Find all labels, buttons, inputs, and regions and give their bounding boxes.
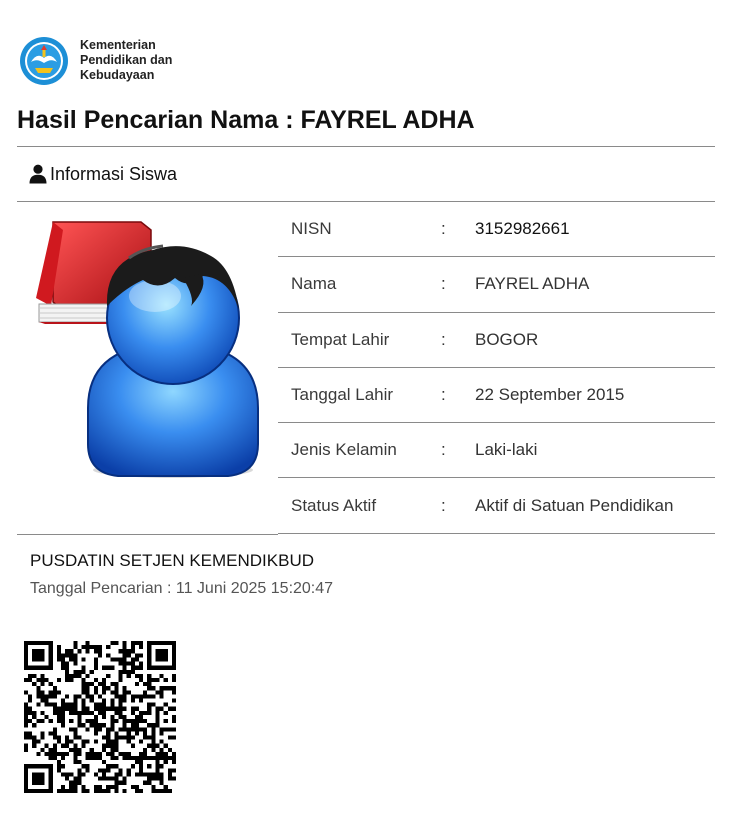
info-separator: : [441,385,446,405]
divider [17,534,278,535]
info-value: Laki-laki [475,440,538,460]
student-avatar-with-book-icon [33,218,263,482]
ministry-name [80,38,220,83]
info-row-nisn [278,202,715,257]
ministry-name-line-3: Kebudayaan [80,68,155,82]
search-timestamp: Tanggal Pencarian : 11 Juni 2025 15:20:47 [30,580,334,597]
info-value: BOGOR [475,329,539,349]
qr-code-icon [24,641,176,793]
divider [17,146,715,147]
info-separator: : [441,219,446,239]
info-label: Tempat Lahir [291,329,390,349]
page-title: Hasil Pencarian Nama : FAYREL ADHA [17,106,475,134]
info-label: Tanggal Lahir [291,385,394,405]
info-row-nama [278,257,715,312]
info-separator: : [441,329,446,349]
info-row-status-aktif [278,478,715,533]
info-label: Jenis Kelamin [291,440,397,460]
info-row-jenis-kelamin [278,423,715,478]
info-separator: : [441,495,446,515]
tut-wuri-handayani-logo-icon [19,36,69,86]
section-header [29,162,177,186]
student-info-table [278,202,715,534]
info-separator: : [441,274,446,294]
info-row-tempat-lahir [278,313,715,368]
info-value: Aktif di Satuan Pendidikan [475,495,674,515]
info-label: Status Aktif [291,495,377,515]
ministry-name-line-1: Kementerian [80,38,156,52]
info-separator: : [441,440,446,460]
user-icon [29,164,47,184]
section-title: Informasi Siswa [50,163,178,184]
info-value: 3152982661 [475,219,570,239]
info-label: Nama [291,274,337,294]
organization-name: PUSDATIN SETJEN KEMENDIKBUD [30,551,315,570]
info-label: NISN [291,219,332,239]
ministry-name-line-2: Pendidikan dan [80,53,173,67]
info-row-tanggal-lahir [278,368,715,423]
info-value: FAYREL ADHA [475,274,590,294]
info-value: 22 September 2015 [475,385,625,405]
